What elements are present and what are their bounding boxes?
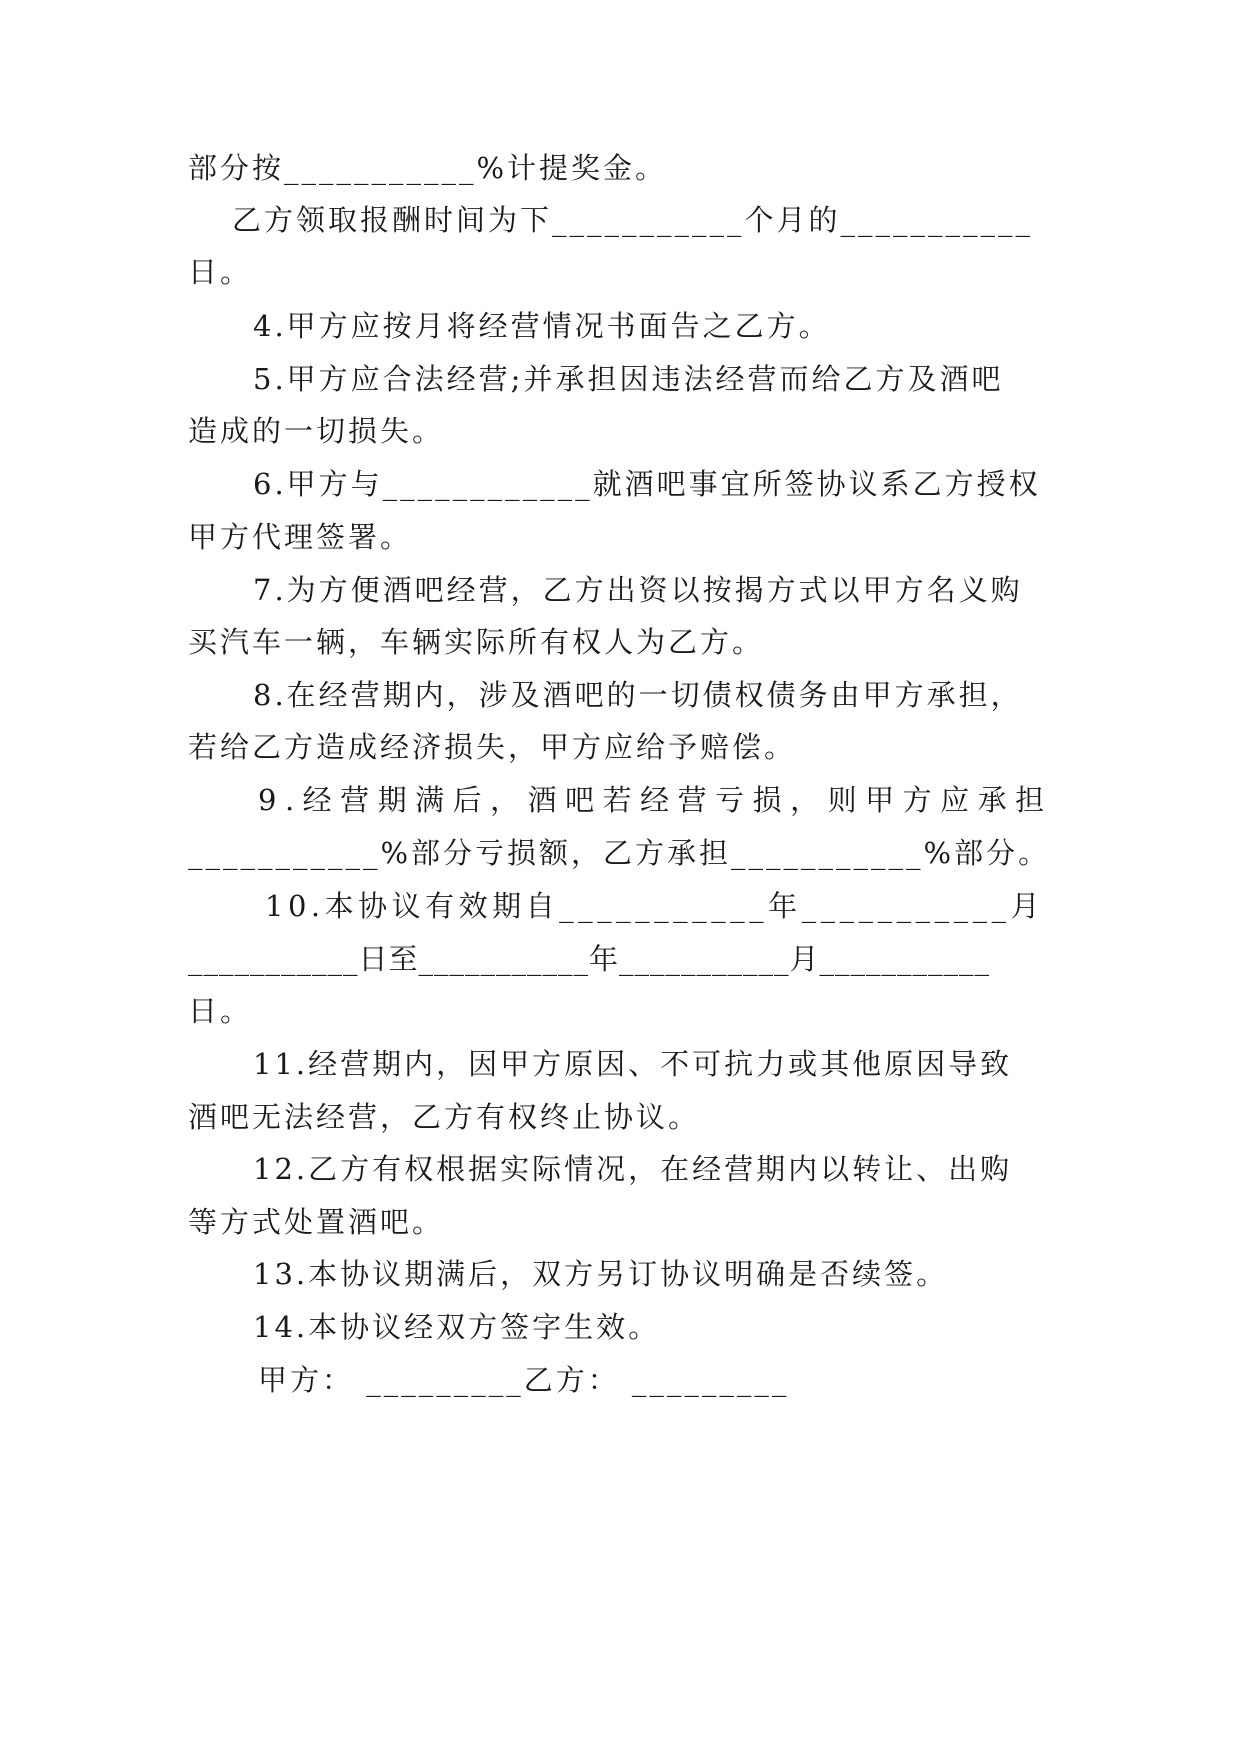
text-line: 4.甲方应按月将经营情况书面告之乙方。 [253, 309, 831, 343]
text-line: 13.本协议期满后，双方另订协议明确是否续签。 [253, 1257, 949, 1291]
text-line: ___________%部分亏损额，乙方承担___________%部分。 [188, 836, 1051, 870]
text-line: ___________日至___________年___________月___________ [188, 942, 991, 976]
text-line: 乙方领取报酬时间为下___________个月的___________ [232, 203, 1034, 237]
text-line: 6.甲方与____________就酒吧事宜所签协议系乙方授权 [253, 467, 1041, 501]
signature-line: 甲方： _________乙方： _________ [258, 1363, 790, 1397]
text-line: 部分按___________%计提奖金。 [188, 151, 668, 185]
text-line: 12.乙方有权根据实际情况，在经营期内以转让、出购 [253, 1152, 1013, 1186]
text-line: 日。 [188, 994, 253, 1028]
text-line: 日。 [188, 255, 253, 289]
text-line: 9.经营期满后，酒吧若经营亏损，则甲方应承担 [258, 783, 1053, 817]
text-line: 酒吧无法经营，乙方有权终止协议。 [188, 1100, 701, 1134]
text-line: 11.经营期内，因甲方原因、不可抗力或其他原因导致 [253, 1047, 1013, 1081]
text-line: 5.甲方应合法经营;并承担因违法经营而给乙方及酒吧 [253, 362, 1004, 396]
text-line: 买汽车一辆，车辆实际所有权人为乙方。 [188, 625, 765, 659]
text-line: 等方式处置酒吧。 [188, 1205, 445, 1239]
text-line: 甲方代理签署。 [188, 520, 413, 554]
text-line: 7.为方便酒吧经营，乙方出资以按揭方式以甲方名义购 [253, 573, 1023, 607]
text-line: 若给乙方造成经济损失，甲方应给予赔偿。 [188, 730, 797, 764]
text-line: 10.本协议有效期自___________年___________月 [265, 889, 1045, 923]
text-line: 8.在经营期内，涉及酒吧的一切债权债务由甲方承担， [253, 678, 1023, 712]
text-line: 14.本协议经双方签字生效。 [253, 1310, 661, 1344]
text-line: 造成的一切损失。 [188, 414, 445, 448]
